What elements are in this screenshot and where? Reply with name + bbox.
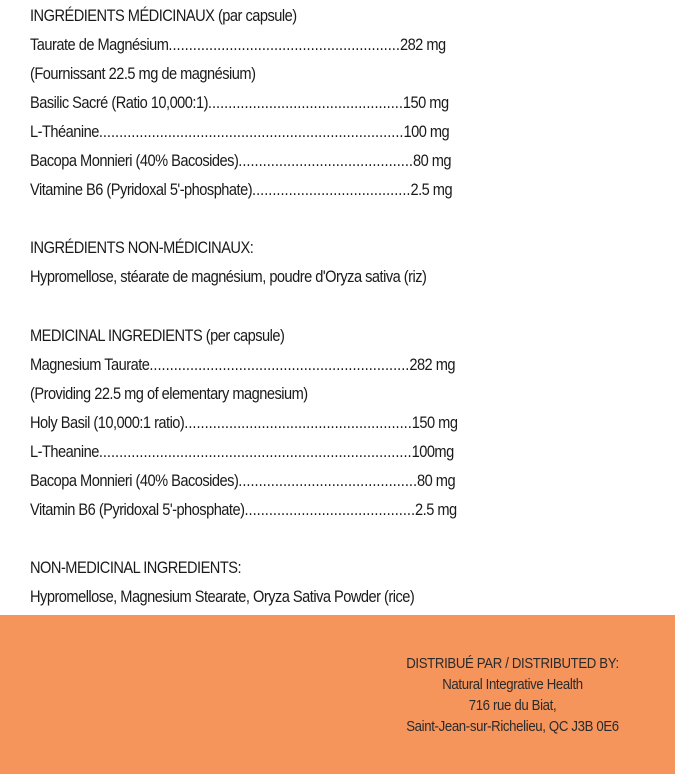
ingredient-row	[30, 146, 452, 175]
ingredient-dose: 100mg	[411, 442, 454, 461]
leader-dots: ...........................................	[238, 151, 413, 170]
ingredient-dose: 282 mg	[399, 35, 446, 54]
ingredient-name: Basilic Sacré (Ratio 10,000:1)	[30, 93, 208, 112]
fr-non-medicinal-heading: INGRÉDIENTS NON-MÉDICINAUX:	[30, 238, 254, 257]
distributor-city: Saint-Jean-sur-Richelieu, QC J3B 0E6	[406, 718, 619, 735]
ingredient-row	[30, 30, 452, 59]
ingredient-row	[30, 175, 452, 204]
leader-dots: .........................................................	[168, 35, 400, 54]
ingredient-row	[30, 350, 457, 379]
ingredient-name: Taurate de Magnésium	[30, 35, 169, 54]
ingredient-row	[30, 437, 457, 466]
ingredient-dose: 2.5 mg	[410, 180, 453, 199]
distributor-info	[380, 653, 645, 737]
en-non-medicinal-text: Hypromellose, Magnesium Stearate, Oryza Sativa Powder (rice)	[30, 587, 415, 606]
ingredient-row	[30, 117, 452, 146]
en-non-medicinal-heading: NON-MEDICINAL INGREDIENTS:	[30, 558, 242, 577]
ingredient-row	[30, 408, 457, 437]
ingredient-dose: 100 mg	[403, 122, 450, 141]
leader-dots: ................................................................	[149, 355, 410, 374]
leader-dots: ................................................	[207, 93, 403, 112]
ingredient-note: (Providing 22.5 mg of elementary magnesium)	[30, 384, 308, 403]
ingredient-name: Bacopa Monnieri (40% Bacosides)	[30, 471, 239, 490]
distributor-label: DISTRIBUÉ PAR / DISTRIBUTED BY:	[406, 655, 619, 672]
ingredient-dose: 2.5 mg	[415, 500, 457, 519]
ingredient-dose: 80 mg	[412, 151, 452, 170]
distributor-panel	[0, 615, 675, 774]
ingredient-name: L-Théanine	[30, 122, 99, 141]
ingredient-name: L-Theanine	[30, 442, 99, 461]
ingredient-dose: 150 mg	[402, 93, 449, 112]
leader-dots: .............................................................................	[98, 442, 412, 461]
english-ingredients	[30, 321, 527, 524]
leader-dots: ..........................................	[244, 500, 416, 519]
ingredient-name: Holy Basil (10,000:1 ratio)	[30, 413, 185, 432]
leader-dots: ...........................................................................	[98, 122, 404, 141]
ingredient-dose: 282 mg	[409, 355, 456, 374]
ingredient-name: Vitamine B6 (Pyridoxal 5'-phosphate)	[30, 180, 253, 199]
en-medicinal-heading: MEDICINAL INGREDIENTS (per capsule)	[30, 326, 285, 345]
ingredient-row	[30, 466, 457, 495]
ingredient-note: (Fournissant 22.5 mg de magnésium)	[30, 64, 256, 83]
ingredient-name: Bacopa Monnieri (40% Bacosides)	[30, 151, 239, 170]
leader-dots: .......................................	[252, 180, 411, 199]
french-non-medicinal	[30, 233, 491, 291]
leader-dots: ........................................................	[184, 413, 412, 432]
distributor-street: 716 rue du Biat,	[468, 697, 557, 714]
ingredient-name: Magnesium Taurate	[30, 355, 150, 374]
ingredient-row	[30, 88, 452, 117]
french-ingredients	[30, 1, 521, 204]
ingredient-dose: 80 mg	[417, 471, 456, 490]
distributor-company: Natural Integrative Health	[442, 676, 583, 693]
fr-non-medicinal-text: Hypromellose, stéarate de magnésium, poudre d'Oryza sativa (riz)	[30, 267, 427, 286]
leader-dots: ............................................	[238, 471, 418, 490]
ingredient-name: Vitamin B6 (Pyridoxal 5'-phosphate)	[30, 500, 245, 519]
ingredient-dose: 150 mg	[411, 413, 458, 432]
ingredient-row	[30, 495, 457, 524]
fr-medicinal-heading: INGRÉDIENTS MÉDICINAUX (par capsule)	[30, 6, 297, 25]
english-non-medicinal	[30, 553, 477, 611]
